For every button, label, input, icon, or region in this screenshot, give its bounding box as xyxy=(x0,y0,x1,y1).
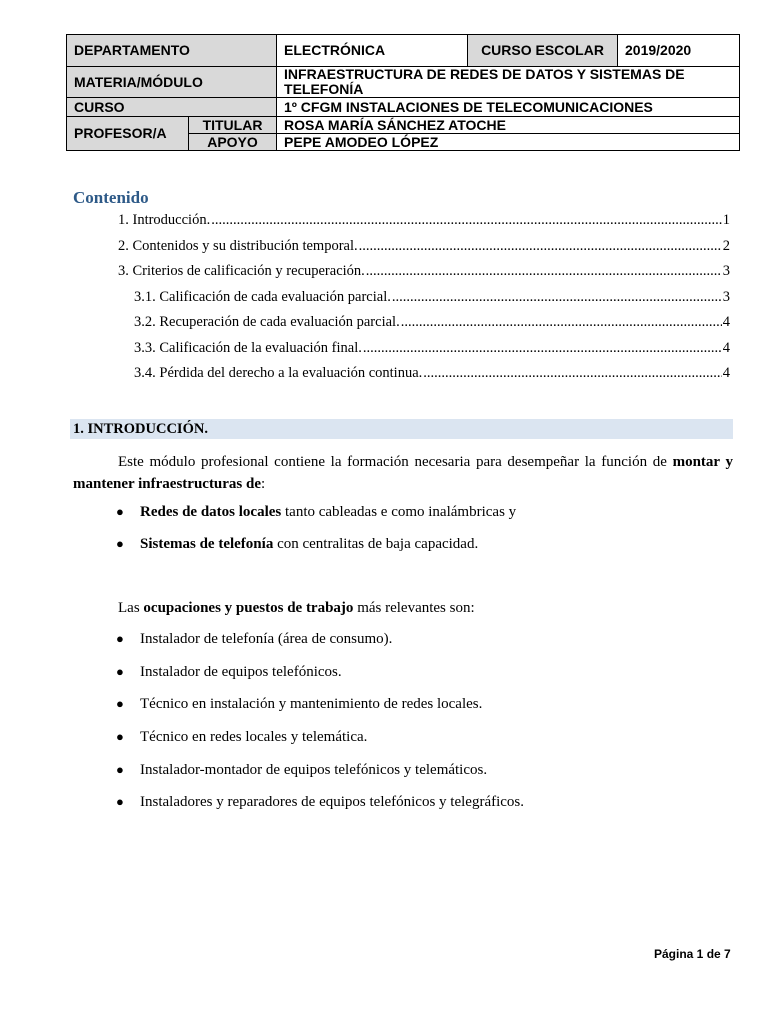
list-item-text: Instalador de telefonía (área de consumo). xyxy=(140,631,393,647)
list-item-text: Instalador-montador de equipos telefónicos y telemáticos. xyxy=(140,761,488,778)
apoyo-value: PEPE AMODEO LÓPEZ xyxy=(277,134,740,151)
toc-entry-text: 3.2. Recuperación de cada evaluación parcial. xyxy=(134,314,400,330)
bold-run: Sistemas de telefonía xyxy=(140,536,274,552)
profesor-label: PROFESOR/A xyxy=(67,117,189,151)
curso-label: CURSO xyxy=(67,98,277,117)
toc-entry-page: 1 xyxy=(722,212,730,228)
toc-entry[interactable] xyxy=(118,363,730,389)
bold-run: ocupaciones y puestos de trabajo xyxy=(143,600,354,616)
toc-entry-text: 1. Introducción. xyxy=(118,212,211,228)
bullet-icon: ● xyxy=(116,794,124,810)
list-item xyxy=(112,534,732,566)
ocupaciones-paragraph xyxy=(73,597,733,619)
toc-entry[interactable] xyxy=(118,338,730,364)
toc-entry-text: 2. Contenidos y su distribución temporal. xyxy=(118,237,358,254)
list-item xyxy=(112,694,732,727)
bold-run: montar y mantener infraestructuras de xyxy=(73,454,733,492)
toc-entry-text: 3. Criterios de calificación y recuperación. xyxy=(118,263,365,279)
toc-entry-page: 4 xyxy=(722,365,730,381)
text-run: con centralitas de baja capacidad. xyxy=(273,536,479,552)
text-run: Este módulo profesional contiene la formación necesaria para desempeñar la función de xyxy=(118,454,673,470)
toc-entry-page: 3 xyxy=(722,288,730,305)
bold-run: Redes de datos locales xyxy=(140,504,282,520)
text-run: más relevantes son: xyxy=(353,600,475,616)
list-item xyxy=(112,760,732,793)
list-item-text: Instaladores y reparadores de equipos telefónicos y telegráficos. xyxy=(140,794,525,811)
text-run: tanto cableadas e como inalámbricas y xyxy=(281,504,517,520)
bullet-icon: ● xyxy=(116,663,124,679)
bullet-list-ocupaciones xyxy=(112,629,732,825)
bullet-icon: ● xyxy=(116,504,124,519)
toc-title: Contenido xyxy=(73,188,149,207)
bullet-icon: ● xyxy=(116,631,124,646)
materia-value: INFRAESTRUCTURA DE REDES DE DATOS Y SISTEMAS DE TELEFONÍA xyxy=(277,67,740,98)
departamento-value: ELECTRÓNICA xyxy=(277,35,468,67)
section-heading-introduccion: 1. INTRODUCCIÓN. xyxy=(70,419,733,439)
list-item-text: Técnico en instalación y mantenimiento de redes locales. xyxy=(140,696,483,713)
intro-paragraph xyxy=(73,451,733,495)
toc-entry-text: 3.4. Pérdida del derecho a la evaluación continua. xyxy=(134,365,423,381)
toc-entry-page: 3 xyxy=(722,263,730,279)
titular-value: ROSA MARÍA SÁNCHEZ ATOCHE xyxy=(277,117,740,134)
bullet-icon: ● xyxy=(116,729,124,745)
toc-entry[interactable] xyxy=(118,287,730,313)
list-item xyxy=(112,792,732,825)
list-item-text: Instalador de equipos telefónicos. xyxy=(140,663,342,680)
list-item xyxy=(112,662,732,695)
text-run: Las xyxy=(118,600,144,616)
page-number: Página 1 de 7 xyxy=(654,947,731,961)
toc-entry[interactable] xyxy=(118,210,730,236)
toc-entry-page: 4 xyxy=(722,314,730,330)
titular-label: TITULAR xyxy=(189,117,277,134)
materia-label: MATERIA/MÓDULO xyxy=(67,67,277,98)
apoyo-label: APOYO xyxy=(189,134,277,151)
bullet-icon: ● xyxy=(116,761,124,777)
toc-entry[interactable] xyxy=(118,261,730,287)
curso-escolar-label: CURSO ESCOLAR xyxy=(468,35,618,67)
toc-entry-text: 3.3. Calificación de la evaluación final. xyxy=(134,339,362,356)
bullet-icon: ● xyxy=(116,536,124,551)
list-item xyxy=(112,502,732,534)
curso-escolar-value: 2019/2020 xyxy=(618,35,740,67)
toc-entry-page: 2 xyxy=(722,237,730,254)
toc-entry-page: 4 xyxy=(722,339,730,356)
departamento-label: DEPARTAMENTO xyxy=(67,35,277,67)
text-run: : xyxy=(261,476,266,492)
header-table xyxy=(66,34,740,151)
toc-entry[interactable] xyxy=(118,236,730,262)
curso-value: 1º CFGM INSTALACIONES DE TELECOMUNICACIONES xyxy=(277,98,740,117)
list-item xyxy=(112,727,732,760)
bullet-list-competencias xyxy=(112,502,732,566)
list-item-text: Técnico en redes locales y telemática. xyxy=(140,729,368,746)
table-of-contents xyxy=(118,210,730,389)
toc-entry[interactable] xyxy=(118,312,730,338)
bullet-icon: ● xyxy=(116,696,124,712)
toc-entry-text: 3.1. Calificación de cada evaluación parcial. xyxy=(134,288,391,305)
list-item xyxy=(112,629,732,662)
